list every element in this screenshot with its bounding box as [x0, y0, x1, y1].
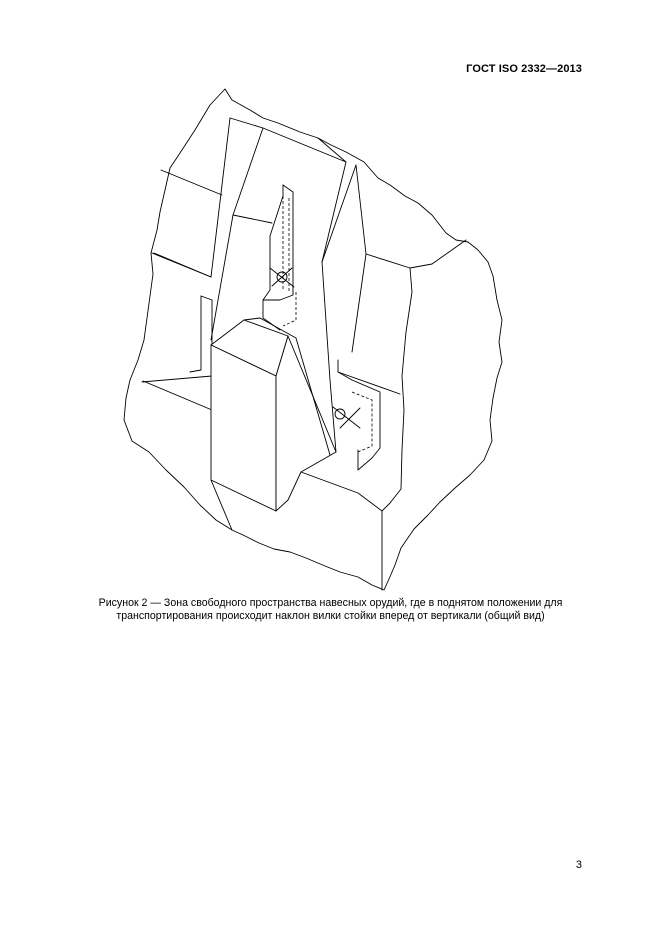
- upper-block-top: [230, 118, 346, 162]
- upper-block-face: [154, 118, 230, 277]
- figure-caption: [40, 597, 621, 623]
- fork-tine: [263, 185, 293, 330]
- right-block-lower: [338, 360, 380, 470]
- fork-hidden-edge: [283, 196, 296, 326]
- post-inner-edge: [233, 215, 272, 223]
- document-header: ГОСТ ISO 2332—2013: [466, 63, 582, 75]
- fork-tine-front: [263, 185, 283, 300]
- left-ledge: [143, 253, 212, 410]
- caption-line-1: Рисунок 2 — Зона свободного пространства навесных орудий, где в поднятом положении для: [98, 597, 563, 609]
- right-step: [338, 372, 400, 394]
- left-groove-inner: [190, 296, 201, 372]
- outer-break-outline: [124, 89, 502, 590]
- caption-line-2: транспортирования происходит наклон вилки стойки вперед от вертикали (общий вид): [116, 610, 545, 622]
- pivot-upper-cross: [270, 268, 294, 287]
- post-left-edge: [211, 128, 263, 340]
- right-hidden-edge: [352, 392, 372, 452]
- page-number: 3: [575, 859, 582, 871]
- right-block-top: [366, 240, 466, 268]
- left-groove: [142, 296, 212, 382]
- technical-drawing: [110, 80, 530, 600]
- drawing-svg: [110, 80, 530, 600]
- upper-rock-edge: [161, 170, 222, 195]
- post-crest: [322, 165, 366, 352]
- pivot-lower: [335, 409, 345, 419]
- post-right-edge: [322, 162, 346, 452]
- pedestal-side: [276, 336, 336, 511]
